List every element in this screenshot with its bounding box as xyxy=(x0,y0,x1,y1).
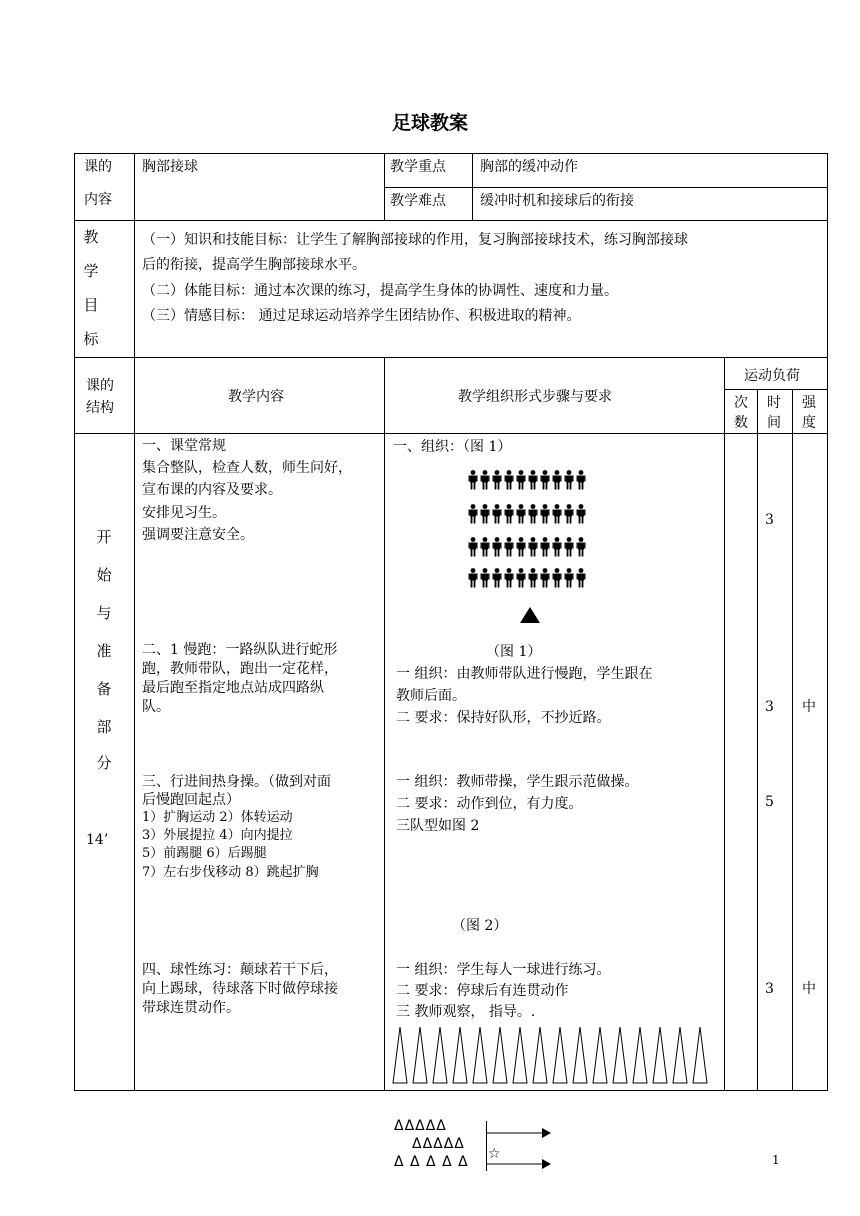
intensity-header: 强 xyxy=(802,395,816,411)
section-duration: 14’ xyxy=(86,832,109,848)
difficulty-label: 教学难点 xyxy=(390,193,446,209)
organization-header: 教学组织形式步骤与要求 xyxy=(458,389,612,405)
structure-header: 课的 xyxy=(86,378,114,394)
formation-people-icon xyxy=(468,468,598,588)
figure-1-caption: （图 1） xyxy=(486,644,542,660)
content-header: 教学内容 xyxy=(228,389,284,405)
key-point-label: 教学重点 xyxy=(390,159,446,175)
org-block-1: 一、组织：（图 1） xyxy=(393,439,512,455)
time-value-2: 3 xyxy=(765,699,774,715)
time-header: 时 xyxy=(767,395,781,411)
arrow-right-icon xyxy=(486,1125,552,1171)
footer-triangle-row-1: ΔΔΔΔΔ xyxy=(394,1118,447,1134)
count-header: 次 xyxy=(734,395,748,411)
time-value-3: 5 xyxy=(765,794,774,810)
key-point-value: 胸部的缓冲动作 xyxy=(480,159,578,175)
lesson-label-2: 内容 xyxy=(84,192,112,208)
structure-header-2: 结构 xyxy=(86,400,114,416)
count-header-2: 数 xyxy=(734,415,748,431)
lesson-label: 课的 xyxy=(84,159,112,175)
star-icon: ☆ xyxy=(488,1146,501,1162)
time-header-2: 间 xyxy=(767,415,781,431)
document-title: 足球教案 xyxy=(391,112,468,134)
intensity-header-2: 度 xyxy=(802,415,816,431)
difficulty-value: 缓冲时机和接球后的衔接 xyxy=(480,193,634,209)
footer-triangle-row-2: ΔΔΔΔΔ xyxy=(412,1136,465,1152)
intensity-value-2: 中 xyxy=(802,981,816,997)
teacher-triangle-icon xyxy=(519,606,541,624)
load-header: 运动负荷 xyxy=(744,368,800,384)
intensity-value-1: 中 xyxy=(802,699,816,715)
figure-2-caption: （图 2） xyxy=(452,918,508,934)
time-value-1: 3 xyxy=(765,512,774,528)
triangle-markers-icon xyxy=(392,1025,722,1085)
footer-triangle-row-3: Δ Δ Δ Δ Δ xyxy=(394,1154,469,1170)
page-number: 1 xyxy=(772,1153,780,1167)
lesson-content: 胸部接球 xyxy=(142,159,198,175)
time-value-4: 3 xyxy=(765,981,774,997)
